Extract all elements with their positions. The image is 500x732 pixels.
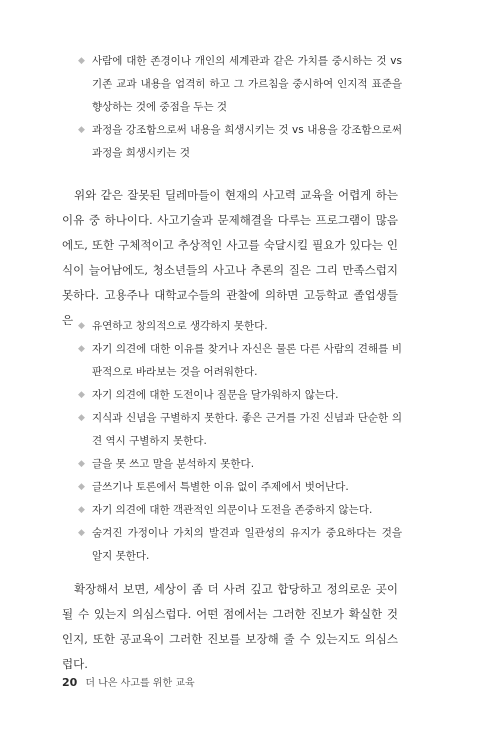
bullet-list-dilemmas xyxy=(78,50,402,165)
page-footer xyxy=(62,674,195,689)
diamond-bullet-icon: ◆ xyxy=(78,482,85,492)
list-item xyxy=(78,50,402,119)
list-item-text: 자기 의견에 대한 객관적인 의문이나 도전을 존중하지 않는다. xyxy=(92,504,373,516)
list-item-text: 유연하고 창의적으로 생각하지 못한다. xyxy=(92,320,268,332)
running-title: 더 나은 사고를 위한 교육 xyxy=(85,678,195,689)
list-item xyxy=(78,499,402,522)
diamond-bullet-icon: ◆ xyxy=(78,505,85,515)
diamond-bullet-icon: ◆ xyxy=(78,344,85,354)
diamond-bullet-icon: ◆ xyxy=(78,390,85,400)
list-item-text: 자기 의견에 대한 이유를 찾거나 자신은 물론 다른 사람의 견해를 비판적으로 바라보는 것을 어려워한다. xyxy=(92,343,402,378)
page-number: 20 xyxy=(62,676,78,689)
list-item-text: 사람에 대한 존경이나 개인의 세계관과 같은 가치를 중시하는 것 vs 기존 교과 내용을 엄격히 하고 그 가르침을 중시하여 인지적 표준을 향상하는 것에 중점을 두는 것 xyxy=(92,55,402,113)
list-item xyxy=(78,522,402,568)
body-paragraph: 확장해서 보면, 세상이 좀 더 사려 깊고 합당하고 정의로운 곳이 될 수 있는지 의심스럽다. 어떤 점에서는 그러한 진보가 확실한 것인지, 또한 공교육이 그러한 진보를 보장해 줄 수 있는지도 의심스럽다. xyxy=(62,582,398,671)
list-item-text: 지식과 신념을 구별하지 못한다. 좋은 근거를 가진 신념과 단순한 의견 역시 구별하지 못한다. xyxy=(92,412,402,447)
list-item xyxy=(78,338,402,384)
list-item-text: 글쓰기나 토론에서 특별한 이유 없이 주제에서 벗어난다. xyxy=(92,481,349,493)
body-paragraph: 위와 같은 잘못된 딜레마들이 현재의 사고력 교육을 어렵게 하는 이유 중 하나이다. 사고기술과 문제해결을 다루는 프로그램이 많음에도, 또한 구체적이고 추상적인 사고를 숙달시킬 필요가 있다는 인식이 늘어남에도, 청소년들의 사고나 추론의 질은 그리 만족스럽지 못하다. 고용주나 대학교수들의 관찰에 의하면 고등학교 졸업생들은 xyxy=(62,188,398,327)
list-item xyxy=(78,384,402,407)
diamond-bullet-icon: ◆ xyxy=(78,125,85,135)
list-item xyxy=(78,315,402,338)
bullet-list-graduates xyxy=(78,315,402,568)
diamond-bullet-icon: ◆ xyxy=(78,528,85,538)
diamond-bullet-icon: ◆ xyxy=(78,321,85,331)
diamond-bullet-icon: ◆ xyxy=(78,459,85,469)
diamond-bullet-icon: ◆ xyxy=(78,56,85,66)
list-item xyxy=(78,476,402,499)
list-item-text: 숨겨진 가정이나 가치의 발견과 일관성의 유지가 중요하다는 것을 알지 못한다. xyxy=(92,527,402,562)
list-item-text: 자기 의견에 대한 도전이나 질문을 달가워하지 않는다. xyxy=(92,389,339,401)
list-item-text: 과정을 강조함으로써 내용을 희생시키는 것 vs 내용을 강조함으로써 과정을 희생시키는 것 xyxy=(92,124,402,159)
list-item-text: 글을 못 쓰고 말을 분석하지 못한다. xyxy=(92,458,255,470)
list-item xyxy=(78,119,402,165)
list-item xyxy=(78,453,402,476)
list-item xyxy=(78,407,402,453)
diamond-bullet-icon: ◆ xyxy=(78,413,85,423)
